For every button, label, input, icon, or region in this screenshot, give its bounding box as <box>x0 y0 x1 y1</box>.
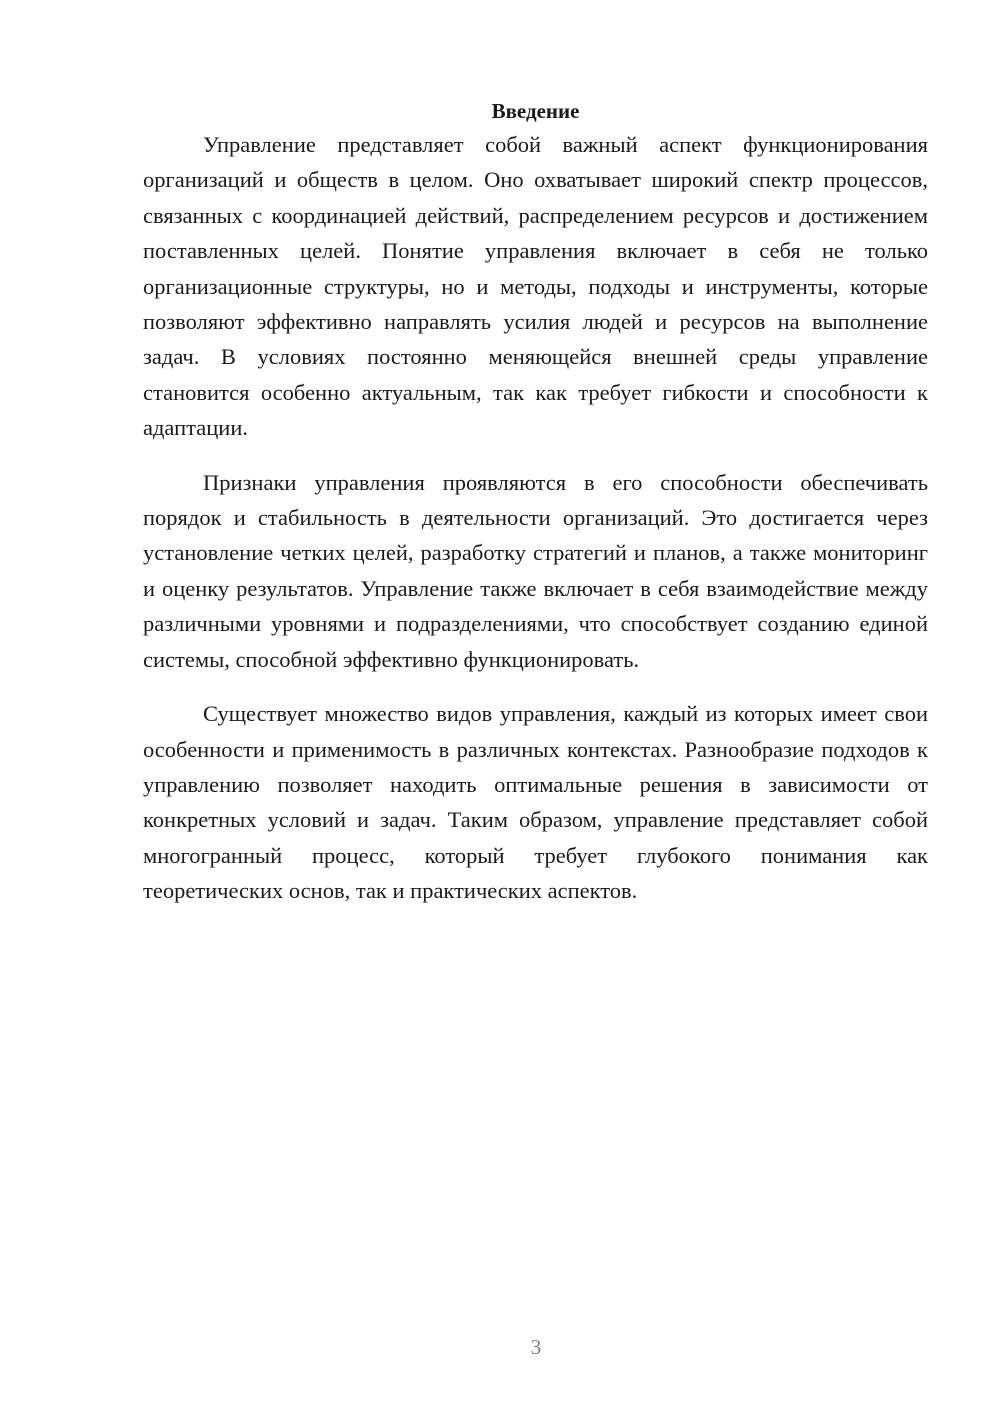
page-number: 3 <box>530 1335 542 1359</box>
paragraph-intro: Управление представляет собой важный аспект функционирования организаций и обществ в целом. Оно охватывает широкий спектр процессов, связанных с координацией действий, распределением ресурсов и достижением поставленных целей. Понятие управления включает в себя не только организационные структуры, но и методы, подходы и инструменты, которые позволяют эффективно направлять усилия людей и ресурсов на выполнение задач. В условиях постоянно меняющейся внешней среды управление становится особенно актуальным, так как требует гибкости и способности к адаптации. <box>143 132 928 441</box>
paragraph-types: Существует множество видов управления, каждый из которых имеет свои особенности и применимость в различных контекстах. Разнообразие подходов к управлению позволяет находить оптимальные решения в зависимости от конкретных условий и задач. Таким образом, управление представляет собой многогранный процесс, который требует глубокого понимания как теоретических основ, так и практических аспектов. <box>143 701 928 904</box>
section-title: Введение <box>491 99 580 123</box>
paragraph-features: Признаки управления проявляются в его способности обеспечивать порядок и стабильность в деятельности организаций. Это достигается через установление четких целей, разработку стратегий и планов, а также мониторинг и оценку результатов. Управление также включает в себя взаимодействие между различными уровнями и подразделениями, что способствует созданию единой системы, способной эффективно функционировать. <box>143 469 928 672</box>
page-content <box>143 96 928 909</box>
